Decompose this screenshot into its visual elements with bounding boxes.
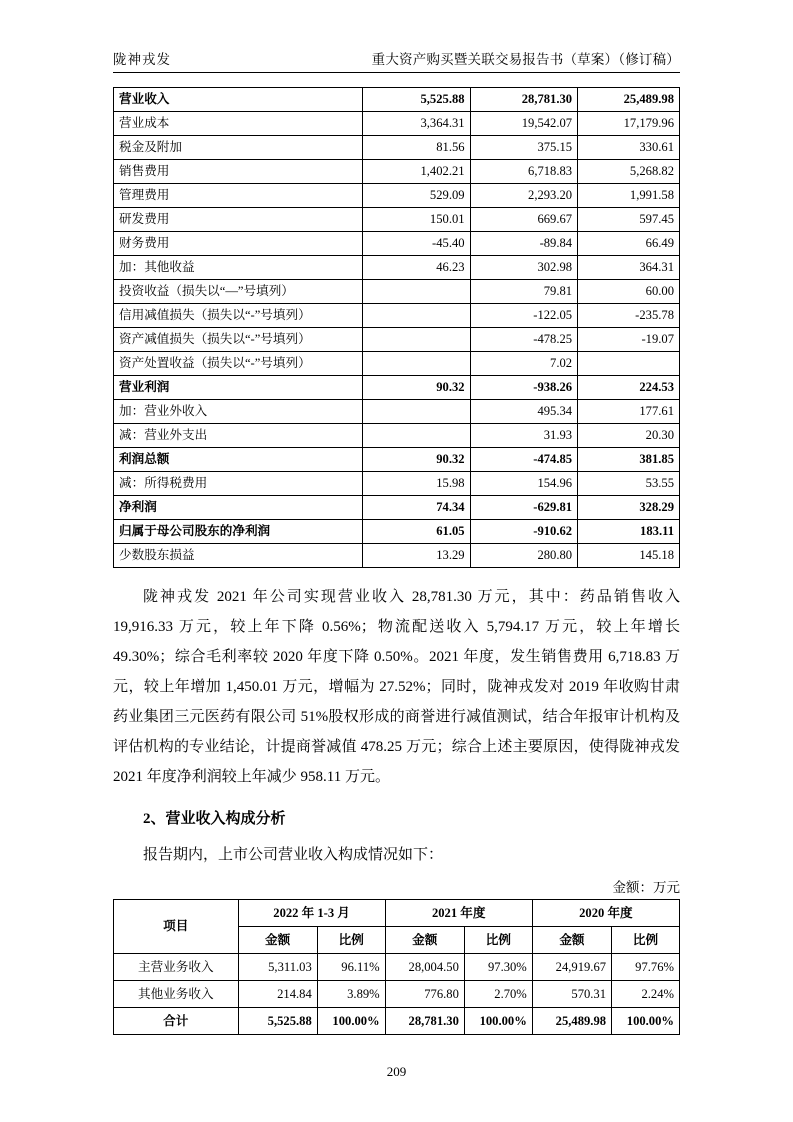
row-label: 管理费用 [114,184,363,208]
table-row [114,352,680,376]
row-value: -122.05 [470,304,578,328]
row-value: 6,718.83 [470,160,578,184]
row-value [578,352,680,376]
row-value [363,304,471,328]
table-row [114,472,680,496]
financial-table-wrapper [113,87,680,568]
row-value: 1,402.21 [363,160,471,184]
row-value: 25,489.98 [532,1008,611,1035]
row-label: 投资收益（损失以“—”号填列） [114,280,363,304]
row-value: 28,004.50 [385,954,464,981]
column-header-period: 2020 年度 [532,900,679,927]
column-header-period: 2021 年度 [385,900,532,927]
row-value: -235.78 [578,304,680,328]
row-value: 495.34 [470,400,578,424]
row-value: 364.31 [578,256,680,280]
table-row [114,136,680,160]
row-value: 97.76% [612,954,680,981]
row-value: -19.07 [578,328,680,352]
row-value: 97.30% [464,954,532,981]
row-value: 669.67 [470,208,578,232]
row-label: 其他业务收入 [114,981,239,1008]
intro-paragraph: 报告期内，上市公司营业收入构成情况如下： [143,847,444,863]
row-value: -938.26 [470,376,578,400]
analysis-paragraph: 陇神戎发 2021 年公司实现营业收入 28,781.30 万元，其中：药品销售收入 19,916.33 万元，较上年下降 0.56%；物流配送收入 5,794.17 万元，较上年增长 49.30%；综合毛利率较 2020 年度下降 0.50%。2021 年度，发生销售费用 6,718.83 万元，较上年增加 1,450.01 万元，增幅为 27.52%；同时，陇神戎发对 2019 年收购甘肃药业集团三元医药有限公司 51%股权形成的商誉进行减值测试，结合年报审计机构及评估机构的专业结论，计提商誉减值 478.25 万元；综合上述主要原因，使得陇神戎发 2021 年度净利润较上年减少 958.11 万元。 [113,589,680,785]
row-value: 145.18 [578,544,680,568]
row-value: 100.00% [464,1008,532,1035]
row-value: 79.81 [470,280,578,304]
row-value: 214.84 [238,981,317,1008]
table-row [114,376,680,400]
row-value: -89.84 [470,232,578,256]
row-value: 5,525.88 [363,88,471,112]
row-label: 主营业务收入 [114,954,239,981]
row-value: -910.62 [470,520,578,544]
column-header-item: 项目 [114,900,239,954]
row-value: 13.29 [363,544,471,568]
table-header-row [114,900,680,927]
row-value: 183.11 [578,520,680,544]
row-value: -629.81 [470,496,578,520]
row-value: 100.00% [612,1008,680,1035]
row-value: 15.98 [363,472,471,496]
row-value: 24,919.67 [532,954,611,981]
row-value: 375.15 [470,136,578,160]
row-value: 28,781.30 [470,88,578,112]
table-row [114,88,680,112]
row-label: 资产处置收益（损失以“-”号填列） [114,352,363,376]
table-row [114,981,680,1008]
row-value: 3.89% [317,981,385,1008]
row-value: 2,293.20 [470,184,578,208]
row-label: 利润总额 [114,448,363,472]
row-value: 74.34 [363,496,471,520]
row-value: 5,525.88 [238,1008,317,1035]
row-value: 28,781.30 [385,1008,464,1035]
table-row [114,448,680,472]
row-value: 60.00 [578,280,680,304]
row-value: 90.32 [363,448,471,472]
column-subheader: 比例 [464,927,532,954]
column-subheader: 金额 [385,927,464,954]
row-label: 减：营业外支出 [114,424,363,448]
row-value: 5,268.82 [578,160,680,184]
row-value: 529.09 [363,184,471,208]
row-value: 776.80 [385,981,464,1008]
row-value: 154.96 [470,472,578,496]
header-company-name: 陇神戎发 [113,52,171,67]
row-value: 61.05 [363,520,471,544]
page-number: 209 [386,1064,407,1079]
table-row [114,160,680,184]
table-row [114,424,680,448]
row-label: 销售费用 [114,160,363,184]
row-label: 减：所得税费用 [114,472,363,496]
row-value: 81.56 [363,136,471,160]
unit-note: 金额：万元 [612,880,680,895]
row-value: -478.25 [470,328,578,352]
row-value: 17,179.96 [578,112,680,136]
row-value [363,400,471,424]
row-value: 2.70% [464,981,532,1008]
column-subheader: 金额 [238,927,317,954]
table-row [114,520,680,544]
table-row [114,544,680,568]
header-divider [113,72,680,73]
row-value: 31.93 [470,424,578,448]
financial-table [113,87,680,568]
row-label: 资产减值损失（损失以“-”号填列） [114,328,363,352]
row-value: 90.32 [363,376,471,400]
table-row [114,208,680,232]
row-value: 96.11% [317,954,385,981]
table-row [114,184,680,208]
row-label: 财务费用 [114,232,363,256]
row-label: 税金及附加 [114,136,363,160]
row-label: 合计 [114,1008,239,1035]
row-value [363,424,471,448]
row-value: 381.85 [578,448,680,472]
row-value: 46.23 [363,256,471,280]
row-value: 66.49 [578,232,680,256]
row-value: -474.85 [470,448,578,472]
row-value: 597.45 [578,208,680,232]
row-label: 加：营业外收入 [114,400,363,424]
row-label: 归属于母公司股东的净利润 [114,520,363,544]
row-value: 224.53 [578,376,680,400]
row-value: 280.80 [470,544,578,568]
table-row [114,328,680,352]
row-label: 营业利润 [114,376,363,400]
column-header-period: 2022 年 1-3 月 [238,900,385,927]
column-subheader: 金额 [532,927,611,954]
row-value: 7.02 [470,352,578,376]
row-value: 20.30 [578,424,680,448]
row-value: 330.61 [578,136,680,160]
row-value [363,352,471,376]
row-value: 328.29 [578,496,680,520]
row-label: 营业成本 [114,112,363,136]
row-label: 营业收入 [114,88,363,112]
column-subheader: 比例 [612,927,680,954]
table-row [114,232,680,256]
row-value: 570.31 [532,981,611,1008]
row-value: 302.98 [470,256,578,280]
row-value: 5,311.03 [238,954,317,981]
row-value: 2.24% [612,981,680,1008]
section-title: 2、营业收入构成分析 [143,811,286,827]
row-value: 150.01 [363,208,471,232]
row-label: 净利润 [114,496,363,520]
page-header [113,0,680,72]
row-value: 25,489.98 [578,88,680,112]
row-label: 少数股东损益 [114,544,363,568]
row-value: -45.40 [363,232,471,256]
row-label: 信用减值损失（损失以“-”号填列） [114,304,363,328]
table-row [114,496,680,520]
row-value: 3,364.31 [363,112,471,136]
row-label: 研发费用 [114,208,363,232]
row-label: 加：其他收益 [114,256,363,280]
row-value: 1,991.58 [578,184,680,208]
header-document-title: 重大资产购买暨关联交易报告书（草案）（修订稿） [371,52,680,67]
table-row [114,280,680,304]
column-subheader: 比例 [317,927,385,954]
table-row [114,256,680,280]
row-value: 53.55 [578,472,680,496]
table-row [114,112,680,136]
composition-table [113,899,680,1035]
table-row [114,1008,680,1035]
table-row [114,304,680,328]
row-value: 177.61 [578,400,680,424]
table-row [114,954,680,981]
table-row [114,400,680,424]
row-value [363,328,471,352]
row-value [363,280,471,304]
row-value: 100.00% [317,1008,385,1035]
row-value: 19,542.07 [470,112,578,136]
